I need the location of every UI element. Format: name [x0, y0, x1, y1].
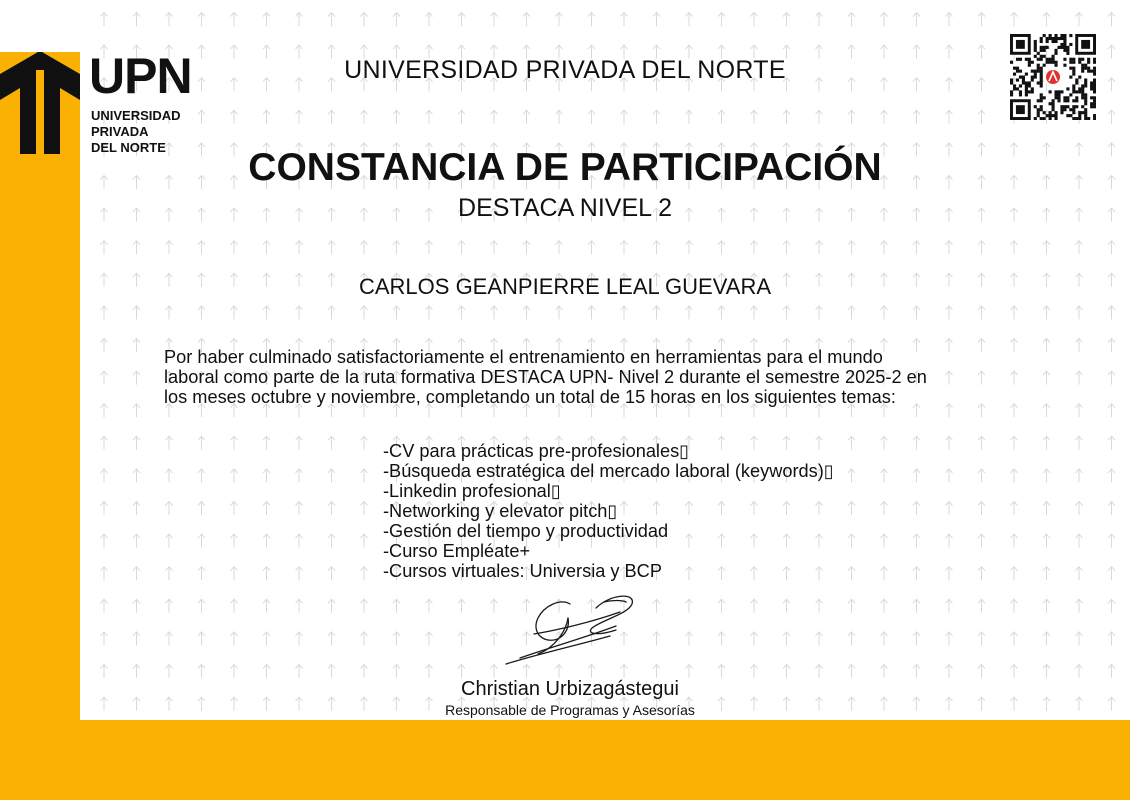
certificate-subtitle: DESTACA NIVEL 2 — [458, 194, 672, 222]
signatory-role: Responsable de Programas y Asesorías — [445, 702, 695, 718]
logo-line-2: PRIVADA — [91, 124, 149, 139]
certificate-body — [164, 347, 1014, 407]
topic-item: -Linkedin profesional▯ — [383, 481, 561, 501]
body-line: laboral como parte de la ruta formativa DESTACA UPN- Nivel 2 durante el semestre 2025-2 en — [164, 367, 927, 387]
recipient-name: CARLOS GEANPIERRE LEAL GUEVARA — [358, 274, 772, 299]
signatory-name: Christian Urbizagástegui — [461, 678, 679, 700]
logo-line-3: DEL NORTE — [91, 140, 166, 155]
yellow-band-bottom — [0, 720, 1130, 800]
topic-item: -Networking y elevator pitch▯ — [383, 501, 618, 521]
topic-item: -Curso Empléate+ — [383, 541, 531, 561]
topic-item: -Búsqueda estratégica del mercado laboral (keywords)▯ — [383, 461, 834, 481]
certificate-title: CONSTANCIA DE PARTICIPACIÓN — [248, 146, 882, 189]
university-title: UNIVERSIDAD PRIVADA DEL NORTE — [344, 56, 786, 84]
topic-item: -Cursos virtuales: Universia y BCP — [383, 561, 662, 581]
body-line: los meses octubre y noviembre, completando un total de 15 horas en los siguientes temas: — [164, 387, 896, 407]
logo-brand: UPN — [89, 48, 192, 104]
signature-icon — [498, 588, 658, 670]
topic-item: -CV para prácticas pre-profesionales▯ — [383, 441, 690, 461]
topics-list — [383, 441, 834, 581]
body-line: Por haber culminado satisfactoriamente el entrenamiento en herramientas para el mundo — [164, 347, 883, 367]
logo-line-1: UNIVERSIDAD — [91, 108, 181, 123]
topic-item: -Gestión del tiempo y productividad — [383, 521, 669, 541]
